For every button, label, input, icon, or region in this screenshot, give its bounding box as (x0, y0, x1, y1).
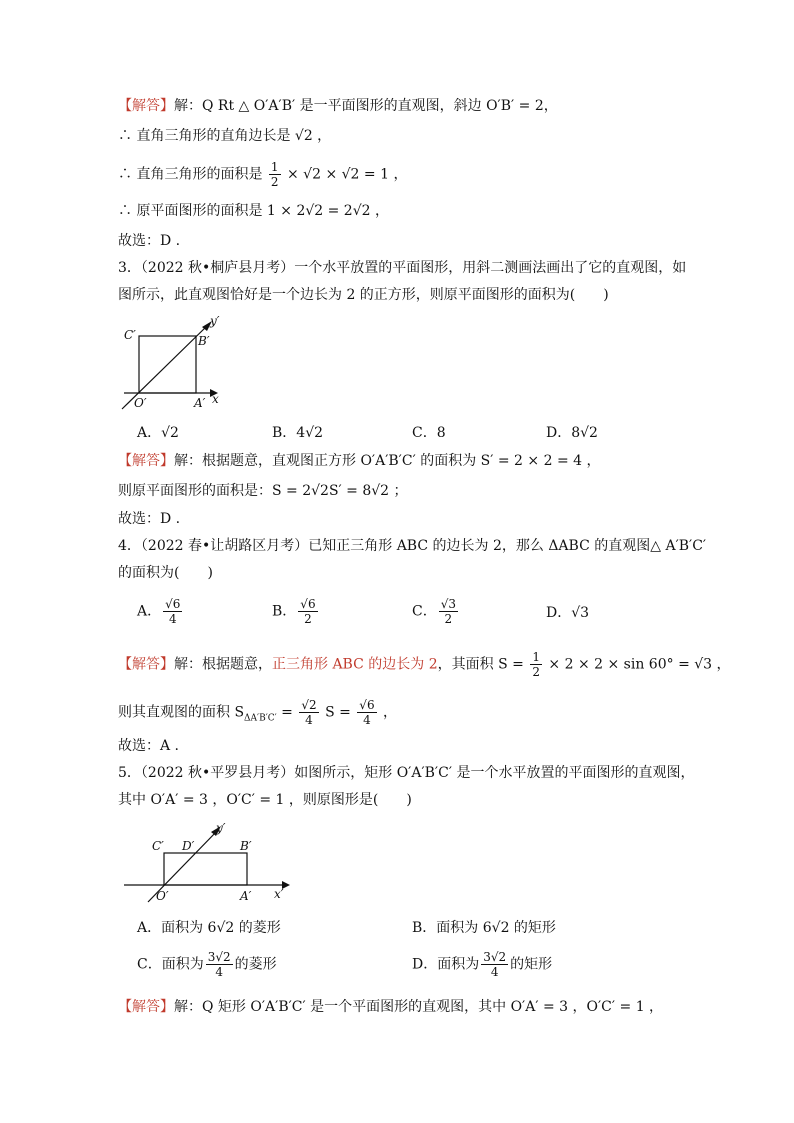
label-o: O′ (156, 889, 169, 903)
q5-option-c: C．面积为 $\frac{3√2}{4}$ 的菱形 (137, 950, 277, 979)
q3-option-d: D．8√2 (546, 425, 598, 441)
q4-answer-line-2: 则其直观图的面积 $S_{\Delta A'B'C'}$ = $\frac{√2}{4}$ S = $\frac{√6}{4}$ ， (118, 698, 398, 727)
q4-answer-line-3: 故选：A . (118, 738, 180, 754)
answer-text: 解：Q Rt △ O′A′B′ 是一平面图形的直观图，斜边 O′B′ = 2， (174, 98, 558, 114)
answer-tag: 【解答】 (118, 453, 174, 469)
q5-option-a: A．面积为 6√2 的菱形 (137, 920, 281, 936)
q4-option-c: C． $\frac{√3}{2}$ (412, 597, 456, 626)
q5-answer-line-1: 【解答】解：Q 矩形 O′A′B′C′ 是一个平面图形的直观图，其中 O′A′ = 3 ，O′C′ = 1 ， (118, 999, 664, 1015)
q5-stem-line-1: 5．（2022 秋•平罗县月考）如图所示，矩形 O′A′B′C′ 是一个水平放置的平面图形的直观图， (118, 765, 695, 781)
q3-option-c: C．8 (412, 425, 446, 441)
label-b: B′ (198, 334, 210, 348)
q4-answer-line-1: 【解答】解：根据题意，正三角形 ABC 的边长为 2，其面积 S = $\frac{1}{2}$ × 2 × 2 × sin 60° = √3 ， (118, 650, 731, 679)
q3-stem-line-1: 3．（2022 秋•桐庐县月考）一个水平放置的平面图形，用斜二测画法画出了它的直观图，如 (118, 260, 687, 276)
q3-stem-line-2: 图所示，此直观图恰好是一个边长为 2 的正方形，则原平面图形的面积为( ) (118, 287, 609, 303)
answer-tag: 【解答】 (118, 999, 174, 1015)
answer-line-2: ∴ 直角三角形的直角边长是 √2 ， (118, 128, 332, 144)
q3-answer-line-2: 则原平面图形的面积是：S = 2√2S′ = 8√2 ； (118, 483, 408, 499)
q5-option-d: D．面积为 $\frac{3√2}{4}$ 的矩形 (412, 950, 553, 979)
q5-option-b: B．面积为 6√2 的矩形 (412, 920, 556, 936)
q4-stem-line-2: 的面积为( ) (118, 565, 213, 581)
label-b: B′ (240, 839, 252, 853)
label-a: A′ (194, 396, 206, 410)
label-x: x (212, 392, 219, 406)
label-d: D′ (182, 839, 195, 853)
label-c: C′ (152, 839, 164, 853)
q5-figure (120, 820, 295, 905)
label-a: A′ (240, 889, 252, 903)
label-c: C′ (124, 328, 136, 342)
label-y: y′ (210, 314, 220, 328)
label-o: O′ (134, 396, 147, 410)
q4-stem-line-1: 4．（2022 春•让胡路区月考）已知正三角形 ABC 的边长为 2，那么 ΔABC 的直观图△ A′B′C′ (118, 538, 707, 554)
q4-option-b: B． $\frac{√6}{2}$ (272, 597, 316, 626)
answer-tag: 【解答】 (118, 656, 174, 673)
label-x: x′ (274, 887, 284, 901)
answer-line-4: ∴ 原平面图形的面积是 1 × 2√2 = 2√2 ， (118, 203, 389, 219)
rectangle (164, 853, 247, 885)
q3-option-a: A．√2 (137, 425, 179, 441)
q4-option-a: A． $\frac{√6}{4}$ (137, 597, 181, 626)
label-y: y′ (216, 821, 226, 835)
q3-answer-line-3: 故选：D . (118, 511, 181, 527)
answer-tag: 【解答】 (118, 98, 174, 114)
answer-line-5: 故选：D . (118, 233, 181, 249)
q3-figure (118, 315, 238, 415)
answer-line-3: ∴ 直角三角形的面积是 $\frac{1}{2}$ × √2 × √2 = 1 ， (118, 160, 408, 189)
q5-stem-line-2: 其中 O′A′ = 3 ，O′C′ = 1 ，则原图形是( ) (118, 792, 412, 808)
q4-option-d: D．√3 (546, 605, 590, 621)
fraction: $\frac{1}{2}$ (270, 160, 279, 189)
q3-option-b: B．4√2 (272, 425, 324, 441)
q3-answer-line-1: 【解答】解：根据题意，直观图正方形 O′A′B′C′ 的面积为 S′ = 2 × 2 = 4 ， (118, 453, 601, 469)
answer-line-1 (118, 96, 558, 116)
